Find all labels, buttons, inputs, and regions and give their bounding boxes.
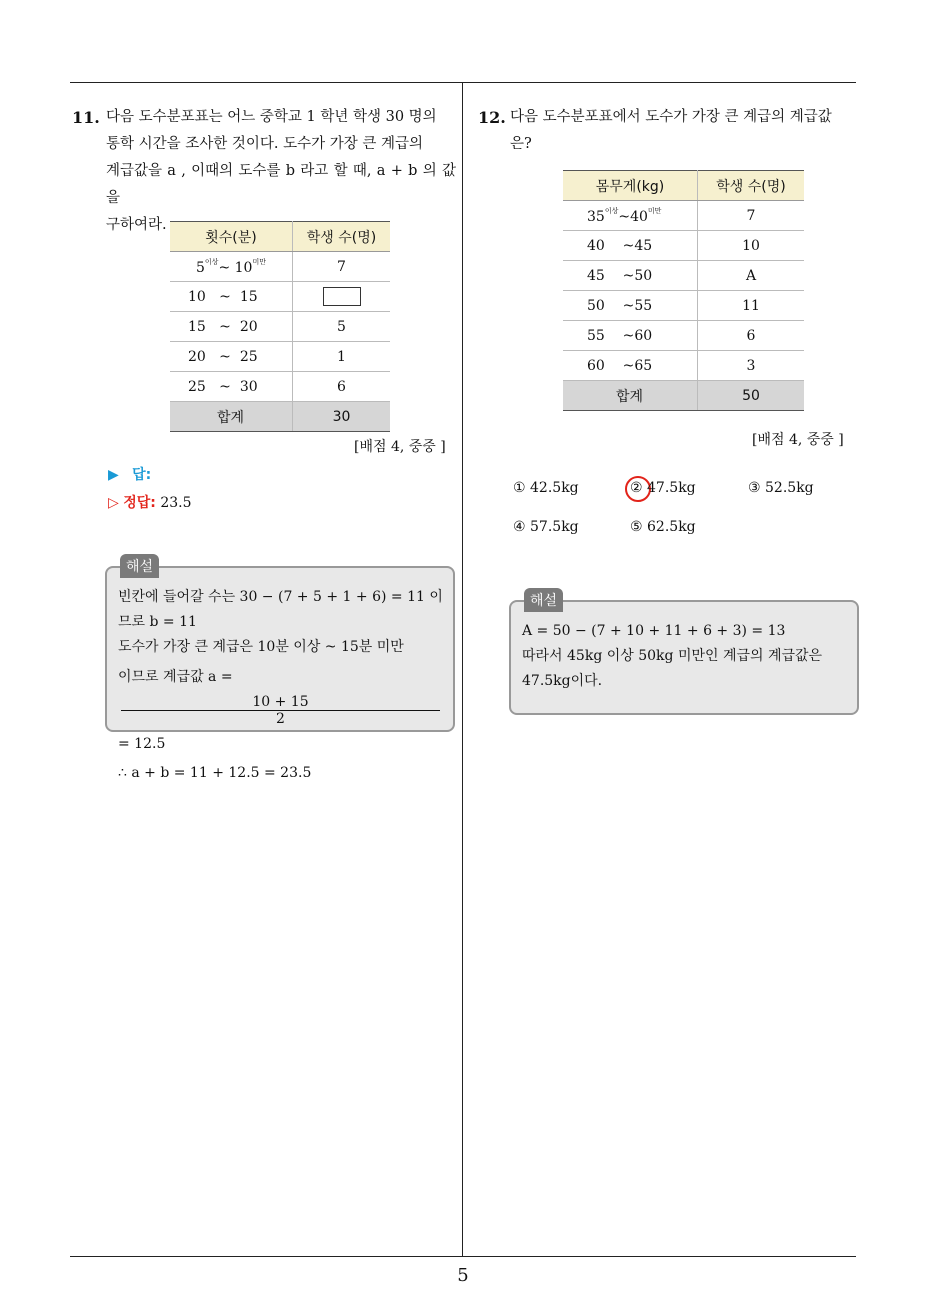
choice-4[interactable]: ④ 57.5kg	[513, 519, 579, 535]
q11-line-1: 다음 도수분포표는 어느 중학교 1 학년 학생 30 명의	[106, 109, 437, 125]
class-count: 6	[698, 321, 805, 351]
table-row	[563, 201, 804, 231]
total-value: 30	[293, 402, 391, 432]
class-interval: 40 ~45	[563, 231, 698, 261]
correct-value: 23.5	[160, 495, 192, 511]
total-label: 합계	[170, 402, 293, 432]
bottom-rule	[70, 1256, 856, 1257]
class-count: 1	[293, 342, 391, 372]
total-value: 50	[698, 381, 805, 411]
q12-explanation-text	[522, 619, 850, 694]
answer-blank-box	[323, 287, 361, 306]
total-row	[563, 381, 804, 411]
choice-1[interactable]: ① 42.5kg	[513, 480, 579, 496]
class-count: 10	[698, 231, 805, 261]
q12-points: [배점 4, 중중 ]	[752, 432, 844, 448]
q11-explanation-text	[118, 585, 443, 786]
table-row	[563, 291, 804, 321]
q12-number: 12.	[478, 108, 506, 127]
class-interval: 60 ~65	[563, 351, 698, 381]
class-interval: 20 ~ 25	[170, 342, 293, 372]
correct-arrow-icon: ▷	[108, 495, 119, 511]
class-count: 7	[293, 252, 391, 282]
explanation-line: 47.5kg이다.	[522, 673, 603, 689]
column-divider	[462, 83, 463, 1256]
class-count: 3	[698, 351, 805, 381]
q12-line-2: 은?	[510, 136, 532, 152]
table-row	[563, 231, 804, 261]
q12-header-count: 학생 수(명)	[698, 171, 805, 201]
correct-label: 정답:	[123, 495, 156, 511]
class-interval: 55 ~60	[563, 321, 698, 351]
q11-points: [배점 4, 중중 ]	[354, 439, 446, 455]
explanation-line: 따라서 45kg 이상 50kg 미만인 계급의 계급값은	[522, 648, 823, 664]
page-number: 5	[457, 1265, 469, 1286]
table-row	[563, 351, 804, 381]
q11-line-2: 통학 시간을 조사한 것이다. 도수가 가장 큰 계급의	[106, 136, 424, 152]
q11-line-3: 계급값을 a , 이때의 도수를 b 라고 할 때, a + b 의 값을	[106, 163, 456, 206]
class-interval: 25 ~ 30	[170, 372, 293, 402]
total-row	[170, 402, 390, 432]
q11-number: 11.	[72, 108, 100, 127]
q11-text	[106, 104, 456, 239]
explanation-line: 이므로 계급값 a = 10 + 15 2 = 12.5	[118, 660, 443, 761]
table-row	[170, 282, 390, 312]
table-row	[170, 342, 390, 372]
explanation-line: 도수가 가장 큰 계급은 10분 이상 ~ 15분 미만	[118, 639, 404, 655]
table-row	[563, 321, 804, 351]
q12-explanation-tag: 해설	[524, 588, 563, 612]
q11-correct-line	[108, 492, 192, 512]
class-count: 5	[293, 312, 391, 342]
class-interval: 15 ~ 20	[170, 312, 293, 342]
table-row	[170, 372, 390, 402]
class-count: 7	[698, 201, 805, 231]
answer-arrow-icon: ▶	[108, 467, 119, 483]
class-count: A	[698, 261, 805, 291]
q12-line-1: 다음 도수분포표에서 도수가 가장 큰 계급의 계급값	[510, 109, 832, 125]
class-interval: $5^{이상}\sim$ $10^{미만}$	[170, 252, 293, 282]
class-interval: $35^{이상}\sim 40^{미만}$	[563, 201, 698, 231]
q12-header-weight: 몸무게(kg)	[563, 171, 698, 201]
answer-label: 답:	[132, 467, 152, 483]
explanation-line: 빈칸에 들어갈 수는 30 − (7 + 5 + 1 + 6) = 11 이	[118, 589, 443, 605]
choice-3[interactable]: ③ 52.5kg	[748, 480, 814, 496]
q12-frequency-table	[563, 170, 804, 411]
table-row	[170, 252, 390, 282]
q12-text	[510, 104, 858, 158]
q11-answer-line	[108, 464, 151, 484]
blank-cell	[293, 282, 391, 312]
total-label: 합계	[563, 381, 698, 411]
q11-line-4: 구하여라.	[106, 217, 167, 233]
q11-frequency-table	[170, 221, 390, 432]
choice-2[interactable]: ② 47.5kg	[630, 480, 696, 496]
q11-header-count: 학생 수(명)	[293, 222, 391, 252]
table-row	[170, 312, 390, 342]
explanation-line: A = 50 − (7 + 10 + 11 + 6 + 3) = 13	[522, 623, 786, 639]
explanation-line: ∴ a + b = 11 + 12.5 = 23.5	[118, 765, 312, 781]
table-row	[563, 261, 804, 291]
class-interval: 45 ~50	[563, 261, 698, 291]
q11-explanation-tag: 해설	[120, 554, 159, 578]
explanation-line: 므로 b = 11	[118, 614, 197, 630]
fraction: 10 + 15 2	[121, 694, 440, 727]
class-interval: 50 ~55	[563, 291, 698, 321]
class-count: 11	[698, 291, 805, 321]
choice-5[interactable]: ⑤ 62.5kg	[630, 519, 696, 535]
q11-header-time: 횟수(분)	[170, 222, 293, 252]
class-count: 6	[293, 372, 391, 402]
top-rule	[70, 82, 856, 83]
class-interval: 10 ~ 15	[170, 282, 293, 312]
